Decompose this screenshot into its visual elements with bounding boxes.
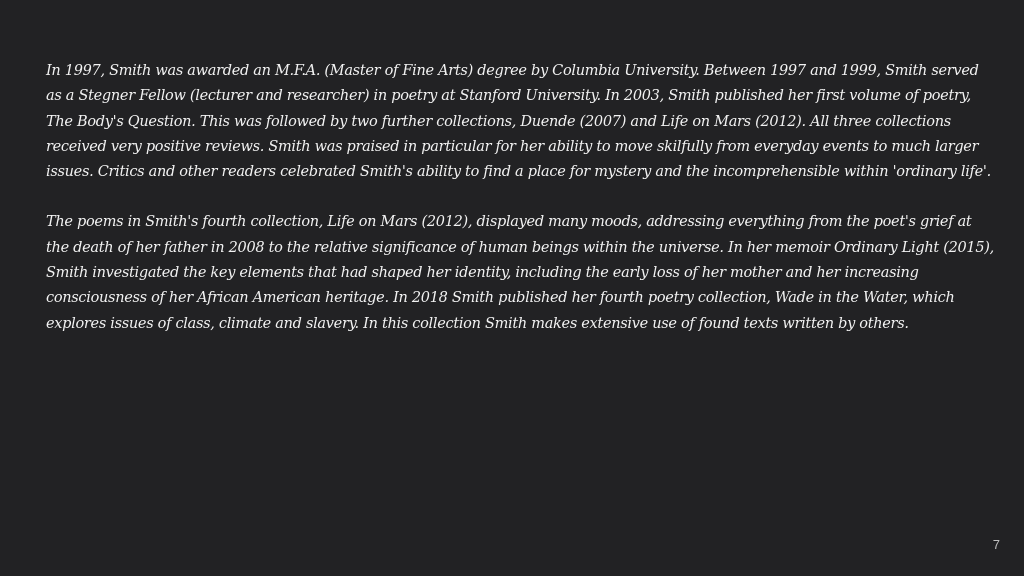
slide-body bbox=[46, 59, 996, 337]
paragraph-later-works: The poems in Smith's fourth collection, Life on Mars (2012), displayed many moods, addressing everything from the poet's grief at the death of her father in 2008 to the relative significance of human beings within the universe. In her memoir Ordinary Light (2015), Smith investigated the key elements that had shaped her identity, including the early loss of her mother and her increasing consciousness of her African American heritage. In 2018 Smith published her fourth poetry collection, Wade in the Water, which explores issues of class, climate and slavery. In this collection Smith makes extensive use of found texts written by others. bbox=[46, 214, 994, 332]
paragraph-education-early-works: In 1997, Smith was awarded an M.F.A. (Master of Fine Arts) degree by Columbia University. Between 1997 and 1999, Smith served as a Stegner Fellow (lecturer and researcher) in poetry at Stanford University. In 2003, Smith published her first volume of poetry, The Body's Question. This was followed by two further collections, Duende (2007) and Life on Mars (2012). All three collections received very positive reviews. Smith was praised in particular for her ability to move skilfully from everyday events to much larger issues. Critics and other readers celebrated Smith's ability to find a place for mystery and the incomprehensible within 'ordinary life'. bbox=[46, 63, 991, 181]
page-number: 7 bbox=[992, 537, 1000, 552]
